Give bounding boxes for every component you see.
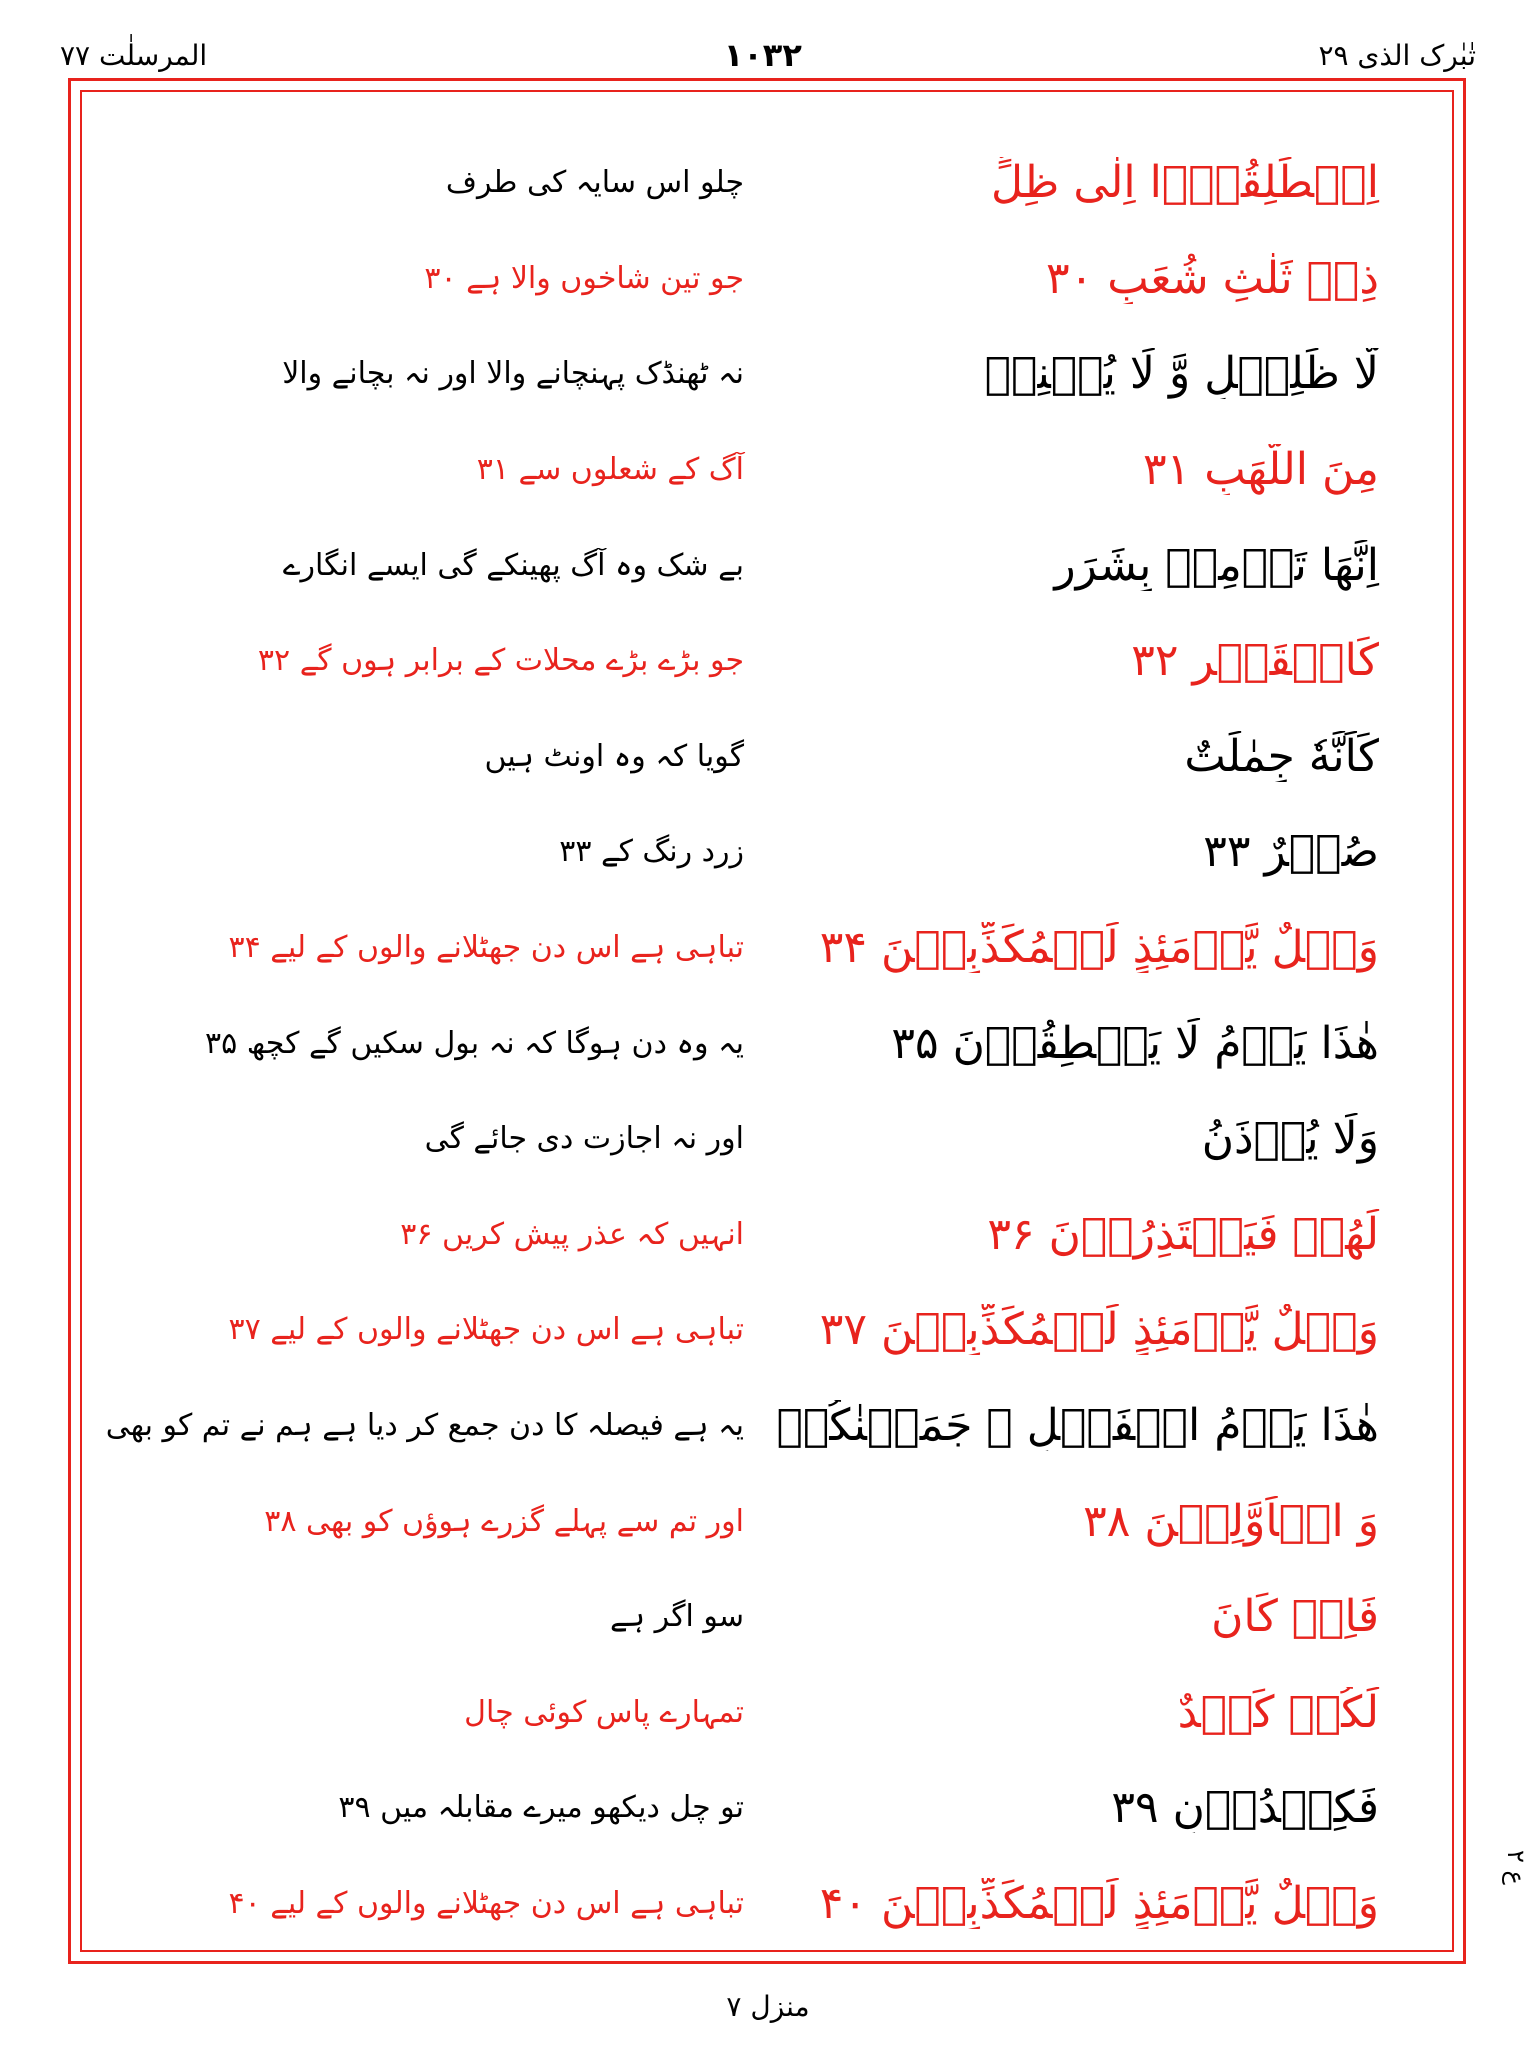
urdu-translation: یہ وہ دن ہوگا کہ نہ بول سکیں گے کچھ ۳۵ — [205, 1025, 744, 1061]
arabic-verse: وَلَا یُؤۡذَنُ — [1201, 1113, 1379, 1165]
arabic-verse: وَیۡلٌ یَّوۡمَئِذٍ لِّلۡمُکَذِّبِیۡنَ ۴۰ — [819, 1877, 1379, 1929]
arabic-verse: وَیۡلٌ یَّوۡمَئِذٍ لِّلۡمُکَذِّبِیۡنَ ۳۴ — [819, 922, 1379, 974]
urdu-translation: تباہی ہے اس دن جھٹلانے والوں کے لیے ۳۴ — [228, 930, 744, 966]
urdu-translation: بے شک وہ آگ پھینکے گی ایسے انگارے — [282, 547, 744, 583]
page-header — [60, 30, 1476, 80]
urdu-translation: تباہی ہے اس دن جھٹلانے والوں کے لیے ۳۷ — [228, 1312, 744, 1348]
arabic-verse: لَّا ظَلِیۡلٍ وَّ لَا یُغۡنِیۡ — [984, 348, 1379, 400]
arabic-verse: لَهُمۡ فَیَعۡتَذِرُوۡنَ ۳۶ — [987, 1208, 1379, 1260]
verse-row — [80, 1760, 1454, 1856]
verse-row — [80, 1091, 1454, 1187]
arabic-verse: وَ الۡاَوَّلِیۡنَ ۳۸ — [1083, 1495, 1379, 1547]
urdu-translation: تو چل دیکھو میرے مقابلہ میں ۳۹ — [338, 1790, 744, 1826]
urdu-translation: انہیں کہ عذر پیش کریں ۳۶ — [400, 1216, 744, 1252]
urdu-translation: اور نہ اجازت دی جائے گی — [424, 1121, 744, 1157]
arabic-verse: اِنَّهَا تَرۡمِیۡ بِشَرَرٍ — [1054, 539, 1379, 591]
arabic-verse: هٰذَا یَوۡمُ الۡفَصۡلِ ۚ جَمَعۡنٰکُمۡ — [776, 1400, 1379, 1452]
urdu-translation: تمہارے پاس کوئی چال — [464, 1694, 744, 1730]
verse-row — [80, 995, 1454, 1091]
urdu-translation: گویا کہ وہ اونٹ ہیں — [484, 738, 744, 774]
arabic-verse: لَکُمۡ کَیۡدٌ — [1177, 1686, 1379, 1738]
urdu-translation: آگ کے شعلوں سے ۳۱ — [476, 452, 744, 488]
arabic-verse: هٰذَا یَوۡمُ لَا یَنۡطِقُوۡنَ ۳۵ — [891, 1017, 1379, 1069]
ruku-marker: ع ۲ — [1502, 1850, 1530, 1885]
page-number: ۱۰۳۲ — [723, 36, 802, 74]
arabic-verse: مِنَ اللَّهَبِ ۳۱ — [1143, 444, 1379, 496]
verse-row — [80, 1282, 1454, 1378]
juz-name: تٰبٰرک الذی ۲۹ — [1318, 38, 1476, 72]
arabic-verse: صُفۡرٌ ۳۳ — [1203, 826, 1379, 878]
urdu-translation: نہ ٹھنڈک پہنچانے والا اور نہ بچانے والا — [282, 356, 744, 392]
urdu-translation: یہ ہے فیصلہ کا دن جمع کر دیا ہے ہم نے تم کو بھی — [105, 1408, 744, 1444]
verse-row — [80, 1473, 1454, 1569]
manzil-footer: منزل ۷ — [726, 1990, 810, 2023]
verse-row — [80, 517, 1454, 613]
urdu-translation: چلو اس سایہ کی طرف — [445, 165, 744, 201]
urdu-translation: جو تین شاخوں والا ہے ۳۰ — [424, 260, 744, 296]
verse-list — [80, 135, 1454, 1951]
verse-row — [80, 1187, 1454, 1283]
verse-row — [80, 900, 1454, 996]
verse-row — [80, 613, 1454, 709]
verse-row — [80, 709, 1454, 805]
verse-row — [80, 1856, 1454, 1952]
verse-row — [80, 135, 1454, 231]
arabic-verse: وَیۡلٌ یَّوۡمَئِذٍ لِّلۡمُکَذِّبِیۡنَ ۳۷ — [819, 1304, 1379, 1356]
arabic-verse: اِنۡطَلِقُوۡۤا اِلٰی ظِلٍّ — [990, 157, 1379, 209]
urdu-translation: اور تم سے پہلے گزرے ہوؤں کو بھی ۳۸ — [264, 1503, 744, 1539]
arabic-verse: ذِیۡ ثَلٰثِ شُعَبٍ ۳۰ — [1046, 252, 1379, 304]
urdu-translation: زرد رنگ کے ۳۳ — [559, 834, 744, 870]
verse-row — [80, 1665, 1454, 1761]
arabic-verse: فَاِنۡ کَانَ — [1211, 1591, 1379, 1643]
urdu-translation: تباہی ہے اس دن جھٹلانے والوں کے لیے ۴۰ — [228, 1885, 744, 1921]
arabic-verse: کَالۡقَصۡرِ ۳۲ — [1131, 635, 1379, 687]
verse-row — [80, 1378, 1454, 1474]
urdu-translation: سو اگر ہے — [609, 1599, 744, 1635]
surah-name: المرسلٰت ۷۷ — [60, 38, 208, 72]
urdu-translation: جو بڑے بڑے محلات کے برابر ہوں گے ۳۲ — [257, 643, 744, 679]
arabic-verse: کَاَنَّهٗ جِمٰلَتٌ — [1184, 730, 1379, 782]
verse-row — [80, 804, 1454, 900]
arabic-verse: فَکِیۡدُوۡنِ ۳۹ — [1111, 1782, 1379, 1834]
verse-row — [80, 422, 1454, 518]
verse-row — [80, 231, 1454, 327]
verse-row — [80, 1569, 1454, 1665]
verse-row — [80, 326, 1454, 422]
